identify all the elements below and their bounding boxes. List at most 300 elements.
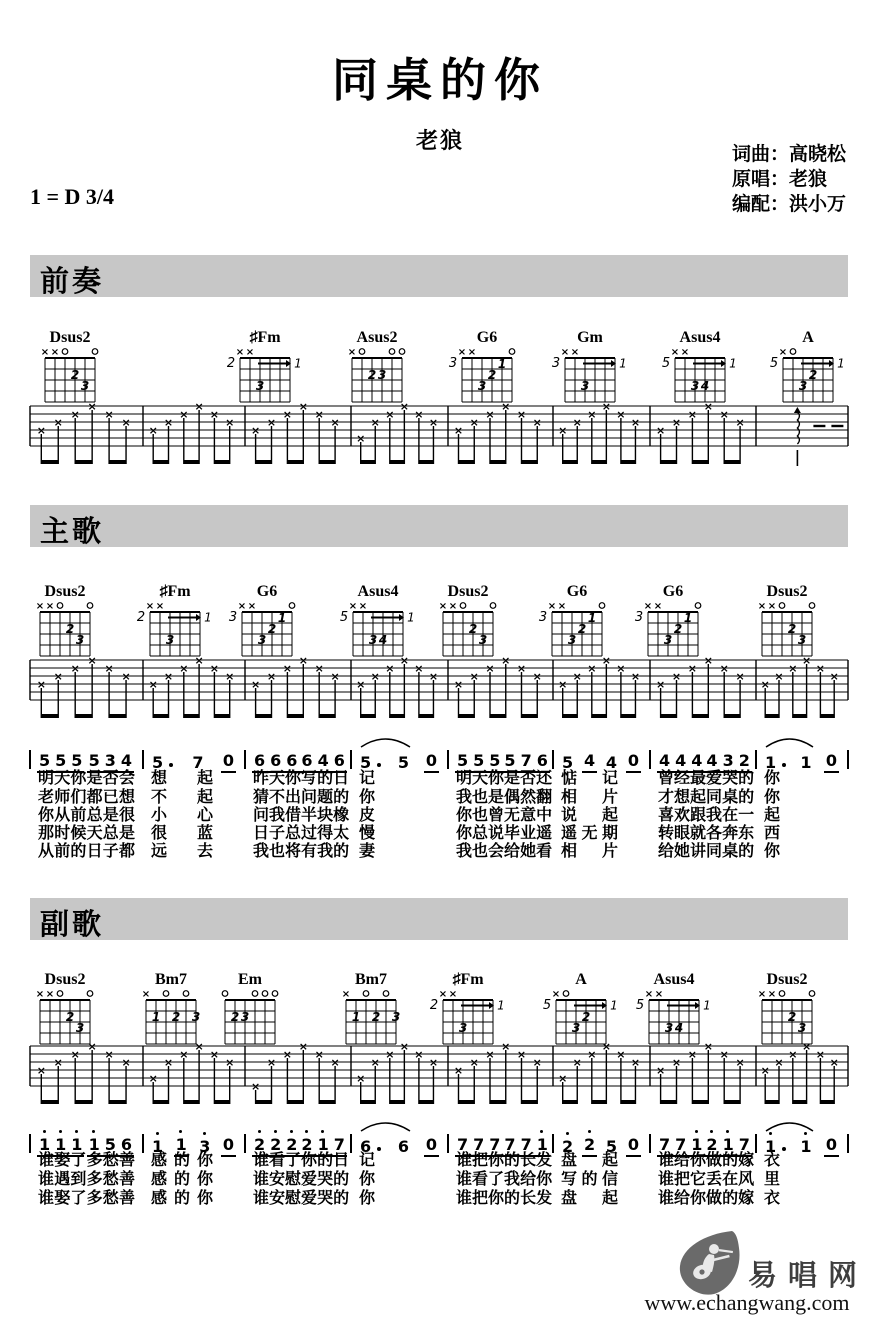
lyric-char: 日 xyxy=(333,1152,350,1169)
tie-arc xyxy=(764,735,815,753)
lyric-char: 丢 xyxy=(706,1171,723,1188)
svg-text:×: × xyxy=(654,989,664,1000)
lyric-char: 曾 xyxy=(658,770,675,787)
lyric-char: 我 xyxy=(317,843,334,860)
svg-text:×: × xyxy=(225,415,235,429)
lyric-char: 慰 xyxy=(285,1190,302,1207)
lyric-char: 片 xyxy=(601,843,618,860)
lyric-cell xyxy=(561,1171,618,1189)
melody-note: 0 xyxy=(627,751,639,770)
svg-text:3: 3 xyxy=(567,633,577,647)
svg-text:×: × xyxy=(341,989,351,1000)
melody-barline xyxy=(29,750,31,769)
svg-text:×: × xyxy=(414,1047,424,1061)
lyric-char: 猜 xyxy=(253,789,270,806)
lyric-cell xyxy=(658,1190,755,1208)
svg-text:×: × xyxy=(616,407,626,421)
melody-note: 5 xyxy=(473,751,485,770)
melody-note: 4 xyxy=(706,751,718,770)
lyric-char: 同 xyxy=(706,789,723,806)
svg-text:×: × xyxy=(53,415,63,429)
lyric-char: 嫁 xyxy=(738,1152,755,1169)
melody-note: 4 xyxy=(583,751,596,770)
melody-barline xyxy=(552,750,554,769)
lyric-char: 谁 xyxy=(253,1190,270,1207)
lyric-char: 你 xyxy=(196,1152,213,1169)
svg-text:×: × xyxy=(767,989,777,1000)
svg-text:×: × xyxy=(399,1039,409,1053)
svg-text:×: × xyxy=(788,661,798,675)
lyric-char: 你 xyxy=(359,789,376,806)
svg-text:4: 4 xyxy=(674,1021,684,1035)
svg-text:×: × xyxy=(141,989,151,1000)
svg-text:×: × xyxy=(370,669,380,683)
svg-text:×: × xyxy=(414,407,424,421)
lyric-cell xyxy=(561,1152,618,1170)
melody-note: 7 xyxy=(738,1135,750,1154)
svg-text:1: 1 xyxy=(837,356,845,371)
svg-text:3: 3 xyxy=(551,356,561,371)
lyric-char: 谁 xyxy=(456,1152,473,1169)
svg-text:3: 3 xyxy=(580,379,590,393)
chord-name: Asus2 xyxy=(356,329,398,346)
svg-text:×: × xyxy=(687,1047,698,1061)
lyric-char: 的 xyxy=(738,843,755,860)
lyric-cell xyxy=(38,1152,135,1170)
lyric-cell xyxy=(658,825,755,843)
lyric-char: 谁 xyxy=(38,1190,55,1207)
svg-text:×: × xyxy=(235,347,245,358)
melody-note: 6 xyxy=(286,751,298,770)
melody-barline xyxy=(244,750,246,769)
svg-text:2: 2 xyxy=(70,368,80,382)
melody-barline xyxy=(447,750,449,769)
svg-text:×: × xyxy=(250,677,261,691)
lyric-char: 做 xyxy=(706,1190,723,1207)
svg-text:×: × xyxy=(453,423,464,437)
melody-note: 4 xyxy=(605,753,618,772)
svg-text:×: × xyxy=(385,1047,395,1061)
svg-text:2: 2 xyxy=(65,622,75,636)
lyric-cell xyxy=(764,1152,816,1170)
svg-text:×: × xyxy=(516,407,527,421)
chord-name: ♯Fm xyxy=(452,971,484,988)
svg-text:×: × xyxy=(671,415,682,429)
svg-text:×: × xyxy=(121,415,131,429)
melody-note: 5 xyxy=(504,751,516,770)
svg-text:2: 2 xyxy=(468,622,478,636)
melody-note: 6 xyxy=(254,751,266,770)
svg-text:×: × xyxy=(87,399,97,413)
svg-text:5: 5 xyxy=(339,610,349,625)
melody-note: 5 xyxy=(104,1135,116,1154)
lyric-cell xyxy=(253,807,350,825)
melody-note: 2 xyxy=(584,1136,595,1153)
lyric-char: 你 xyxy=(38,807,55,824)
lyric-cell xyxy=(456,1171,553,1189)
svg-text:×: × xyxy=(179,1047,189,1061)
melody-note: 7 xyxy=(504,1135,516,1154)
svg-text:×: × xyxy=(348,601,358,612)
lyric-char: 你 xyxy=(359,1171,376,1188)
svg-text:×: × xyxy=(36,423,46,437)
svg-text:3: 3 xyxy=(257,633,267,647)
lyric-cell xyxy=(151,1152,213,1170)
svg-text:×: × xyxy=(87,653,97,667)
lyric-char: 了 xyxy=(70,1152,87,1169)
lyric-char: 是 xyxy=(118,825,135,842)
lyric-cell xyxy=(253,1190,350,1208)
octave-dot xyxy=(258,1130,261,1133)
lyric-char: 块 xyxy=(317,807,334,824)
lyric-cell xyxy=(561,825,618,843)
lyric-char: 衣 xyxy=(764,1152,781,1169)
svg-text:5: 5 xyxy=(635,998,645,1013)
svg-text:×: × xyxy=(516,1047,527,1061)
svg-text:×: × xyxy=(35,989,45,1000)
svg-text:×: × xyxy=(643,601,653,612)
lyric-char: 经 xyxy=(674,770,691,787)
svg-text:2: 2 xyxy=(808,368,818,382)
lyric-cell xyxy=(456,1190,553,1208)
melody-note: 2 xyxy=(562,1138,573,1155)
svg-text:×: × xyxy=(601,399,611,413)
svg-text:×: × xyxy=(385,407,395,421)
lyric-char: 讲 xyxy=(690,843,707,860)
lyric-char: 最 xyxy=(690,770,707,787)
svg-text:3: 3 xyxy=(391,1010,401,1024)
svg-text:×: × xyxy=(53,669,63,683)
lyric-char: 都 xyxy=(86,789,103,806)
chord-name: Dsus2 xyxy=(766,971,808,988)
svg-text:×: × xyxy=(687,661,698,675)
lyric-cell xyxy=(151,789,213,807)
svg-text:×: × xyxy=(616,661,626,675)
chord-name: Dsus2 xyxy=(44,583,86,600)
lyric-char: 记 xyxy=(601,770,618,787)
melody-barline xyxy=(142,750,144,769)
lyric-char: 相 xyxy=(561,789,578,806)
lyric-char: 我 xyxy=(253,843,270,860)
lyric-char: 谁 xyxy=(38,1152,55,1169)
svg-text:×: × xyxy=(485,661,495,675)
svg-text:5: 5 xyxy=(542,998,552,1013)
lyric-char: 你 xyxy=(70,770,87,787)
svg-text:×: × xyxy=(757,989,767,1000)
lyric-cell xyxy=(561,789,618,807)
lyric-char: 谁 xyxy=(38,1171,55,1188)
lyric-char: 总 xyxy=(285,825,302,842)
svg-text:2: 2 xyxy=(230,1010,240,1024)
svg-text:×: × xyxy=(703,653,713,667)
octave-dot xyxy=(75,1130,78,1133)
credit-original-singer: 原唱：老狼 xyxy=(731,169,827,190)
lyric-char: 长 xyxy=(520,1152,537,1169)
lyric-char: 你 xyxy=(690,1190,707,1207)
svg-text:×: × xyxy=(572,669,582,683)
svg-text:×: × xyxy=(501,399,511,413)
lyric-char: 的 xyxy=(333,1190,350,1207)
lyric-char: 师 xyxy=(54,789,71,806)
svg-text:×: × xyxy=(703,1039,713,1053)
lyric-cell xyxy=(253,1152,350,1170)
svg-text:2: 2 xyxy=(787,1010,797,1024)
lyric-char: 不 xyxy=(151,789,168,806)
svg-text:×: × xyxy=(558,423,568,437)
svg-text:×: × xyxy=(767,601,777,612)
melody-note: 1 xyxy=(765,1138,776,1155)
svg-text:×: × xyxy=(370,415,380,429)
svg-text:×: × xyxy=(163,415,174,429)
lyric-char: 遥 xyxy=(561,825,578,842)
lyric-char: 子 xyxy=(269,825,286,842)
melody-note: 5 xyxy=(562,753,574,772)
lyric-cell xyxy=(456,843,553,861)
svg-text:×: × xyxy=(501,653,511,667)
lyric-char: 我 xyxy=(456,843,473,860)
melody-measure xyxy=(37,746,134,773)
svg-text:×: × xyxy=(250,423,261,437)
svg-text:×: × xyxy=(801,1039,812,1053)
svg-text:×: × xyxy=(469,415,479,429)
lyric-cell xyxy=(456,1152,553,1170)
chord-name: Dsus2 xyxy=(49,329,91,346)
lyric-char: 时 xyxy=(54,825,71,842)
melody-note: 1 xyxy=(176,1136,187,1153)
melody-barline xyxy=(755,1134,757,1153)
svg-text:×: × xyxy=(630,415,641,429)
svg-text:×: × xyxy=(757,601,767,612)
lyric-char: 的 xyxy=(333,843,350,860)
lyric-char: 给 xyxy=(658,843,675,860)
lyric-char: 借 xyxy=(285,807,302,824)
chord-name: G6 xyxy=(566,583,588,600)
lyric-char: 给 xyxy=(504,843,521,860)
lyric-char: 昨 xyxy=(253,770,270,787)
svg-text:×: × xyxy=(155,601,165,612)
lyric-char: 是 xyxy=(504,770,521,787)
lyric-char: 看 xyxy=(269,1152,286,1169)
lyric-char: 多 xyxy=(86,1152,103,1169)
svg-text:3: 3 xyxy=(690,379,700,393)
lyric-cell xyxy=(38,1190,135,1208)
svg-text:×: × xyxy=(247,601,257,612)
svg-text:×: × xyxy=(104,407,114,421)
svg-text:×: × xyxy=(179,407,189,421)
svg-text:4: 4 xyxy=(378,633,388,647)
lyric-char: 天 xyxy=(86,825,103,842)
svg-text:×: × xyxy=(356,431,366,445)
chord-name: Dsus2 xyxy=(44,971,86,988)
lyric-char: 说 xyxy=(561,807,578,824)
svg-text:×: × xyxy=(774,669,784,683)
svg-text:×: × xyxy=(399,399,409,413)
lyric-char: 你 xyxy=(456,825,473,842)
lyric-cell xyxy=(359,1152,416,1170)
lyric-char: 期 xyxy=(601,825,618,842)
svg-text:×: × xyxy=(587,1047,597,1061)
lyric-cell xyxy=(359,789,416,807)
octave-dot xyxy=(695,1130,698,1133)
duration-dot xyxy=(169,763,173,767)
lyric-cell xyxy=(658,1152,755,1170)
melody-note: 6 xyxy=(360,1137,372,1156)
lyric-char: 的 xyxy=(738,770,755,787)
lyric-char: 想 xyxy=(118,789,135,806)
svg-text:3: 3 xyxy=(191,1010,201,1024)
svg-text:×: × xyxy=(209,407,220,421)
lyric-char: 说 xyxy=(488,825,505,842)
svg-text:1: 1 xyxy=(683,611,693,625)
lyric-char: 感 xyxy=(151,1152,168,1169)
svg-text:3: 3 xyxy=(458,1021,468,1035)
lyric-cell xyxy=(658,807,755,825)
melody-barline xyxy=(552,1134,554,1153)
svg-text:×: × xyxy=(735,669,745,683)
lyric-char: 转 xyxy=(658,825,675,842)
chord-name: Gm xyxy=(577,329,603,346)
lyric-char: 她 xyxy=(674,843,691,860)
duration-dot xyxy=(782,1147,786,1151)
melody-note: 5 xyxy=(88,751,100,770)
svg-text:×: × xyxy=(630,1055,641,1069)
lyric-char: 橡 xyxy=(333,807,350,824)
lyric-char: 遇 xyxy=(54,1171,71,1188)
svg-text:×: × xyxy=(356,677,366,691)
lyric-cell xyxy=(151,843,213,861)
svg-text:×: × xyxy=(453,1063,464,1077)
lyric-char: 长 xyxy=(520,1190,537,1207)
chord-name: Dsus2 xyxy=(447,583,489,600)
lyric-char: 在 xyxy=(722,807,739,824)
lyric-char: 们 xyxy=(70,789,87,806)
lyric-cell xyxy=(38,1171,135,1189)
tab-staff-verse xyxy=(0,650,880,733)
octave-dot xyxy=(305,1130,308,1133)
lyric-char: 心 xyxy=(196,807,213,824)
svg-text:×: × xyxy=(358,601,368,612)
section-header-chorus xyxy=(30,898,848,940)
lyric-char: 你 xyxy=(690,1152,707,1169)
lyric-cell xyxy=(764,843,816,861)
svg-text:×: × xyxy=(250,1079,261,1093)
lyric-char: 我 xyxy=(269,807,286,824)
melody-note: 7 xyxy=(520,751,532,770)
lyric-cell xyxy=(561,1190,618,1208)
lyric-char: 你 xyxy=(488,1152,505,1169)
lyric-char: 谁 xyxy=(658,1190,675,1207)
melody-note: 6 xyxy=(333,751,345,770)
melody-note: 0 xyxy=(627,1135,639,1154)
lyric-char: 有 xyxy=(301,843,318,860)
svg-text:×: × xyxy=(453,677,464,691)
svg-text:×: × xyxy=(50,347,60,358)
svg-text:×: × xyxy=(655,423,666,437)
svg-text:×: × xyxy=(788,1047,798,1061)
tab-staff-chorus xyxy=(0,1036,880,1119)
svg-text:×: × xyxy=(778,347,788,358)
svg-text:×: × xyxy=(266,415,277,429)
svg-text:2: 2 xyxy=(673,622,683,636)
lyric-char: 做 xyxy=(706,1152,723,1169)
svg-text:×: × xyxy=(829,1055,839,1069)
lyric-cell xyxy=(151,1171,213,1189)
lyric-char: 就 xyxy=(690,825,707,842)
lyric-char: 给 xyxy=(520,1171,537,1188)
lyric-char: 题 xyxy=(317,789,334,806)
duration-dot xyxy=(377,763,381,767)
svg-text:×: × xyxy=(653,601,663,612)
melody-barline xyxy=(649,750,651,769)
lyric-char: 谁 xyxy=(456,1171,473,1188)
svg-text:×: × xyxy=(587,407,597,421)
melody-measure xyxy=(455,746,548,773)
lyric-char: 很 xyxy=(118,807,135,824)
lyric-char: 皮 xyxy=(359,807,376,824)
svg-text:×: × xyxy=(532,669,542,683)
note-group xyxy=(626,1136,641,1157)
lyric-char: 问 xyxy=(301,789,318,806)
lyric-char: 的 xyxy=(333,1171,350,1188)
lyric-char: 将 xyxy=(285,843,302,860)
svg-text:3: 3 xyxy=(797,1021,807,1035)
lyric-char: 起 xyxy=(601,1190,618,1207)
lyric-char: 看 xyxy=(472,1171,489,1188)
svg-text:×: × xyxy=(36,1063,46,1077)
svg-text:2: 2 xyxy=(487,368,497,382)
lyric-char: 写 xyxy=(561,1171,578,1188)
svg-text:4: 4 xyxy=(700,379,710,393)
lyric-char: 她 xyxy=(520,843,537,860)
svg-text:3: 3 xyxy=(377,368,387,382)
lyric-char: 也 xyxy=(269,843,286,860)
lyric-char: 奔 xyxy=(722,825,739,842)
site-url[interactable]: www.echangwang.com xyxy=(644,1290,850,1315)
lyric-char: 远 xyxy=(151,843,168,860)
svg-text:×: × xyxy=(428,1055,439,1069)
melody-note: 1 xyxy=(89,1136,100,1153)
note-group xyxy=(824,1136,839,1157)
octave-dot xyxy=(59,1130,62,1133)
lyric-char: 明 xyxy=(456,770,473,787)
svg-text:×: × xyxy=(570,347,580,358)
song-title: 同桌的你 xyxy=(332,54,548,106)
lyric-char: 把 xyxy=(472,1190,489,1207)
lyric-char: 爱 xyxy=(301,1171,318,1188)
melody-note: 0 xyxy=(825,1135,837,1154)
lyric-char: 爱 xyxy=(301,1190,318,1207)
lyric-char: 安 xyxy=(269,1171,286,1188)
lyric-char: 了 xyxy=(285,1152,302,1169)
melody-barline xyxy=(649,1134,651,1153)
svg-text:×: × xyxy=(70,1047,80,1061)
lyric-cell xyxy=(38,770,135,788)
melody-note: 7 xyxy=(473,1135,485,1154)
lyric-char: 的 xyxy=(722,1152,739,1169)
lyric-char: 了 xyxy=(488,1171,505,1188)
melody-note: 2 xyxy=(254,1136,265,1153)
melody-barline xyxy=(350,1134,352,1153)
lyric-char: 哭 xyxy=(722,770,739,787)
svg-text:×: × xyxy=(760,677,770,691)
melody-note: 2 xyxy=(270,1136,281,1153)
svg-text:×: × xyxy=(680,347,690,358)
chord-name: Dsus2 xyxy=(766,583,808,600)
svg-text:3: 3 xyxy=(228,610,238,625)
lyric-char: 慢 xyxy=(359,825,376,842)
melody-measure xyxy=(150,746,236,773)
chord-name: ♯Fm xyxy=(159,583,191,600)
